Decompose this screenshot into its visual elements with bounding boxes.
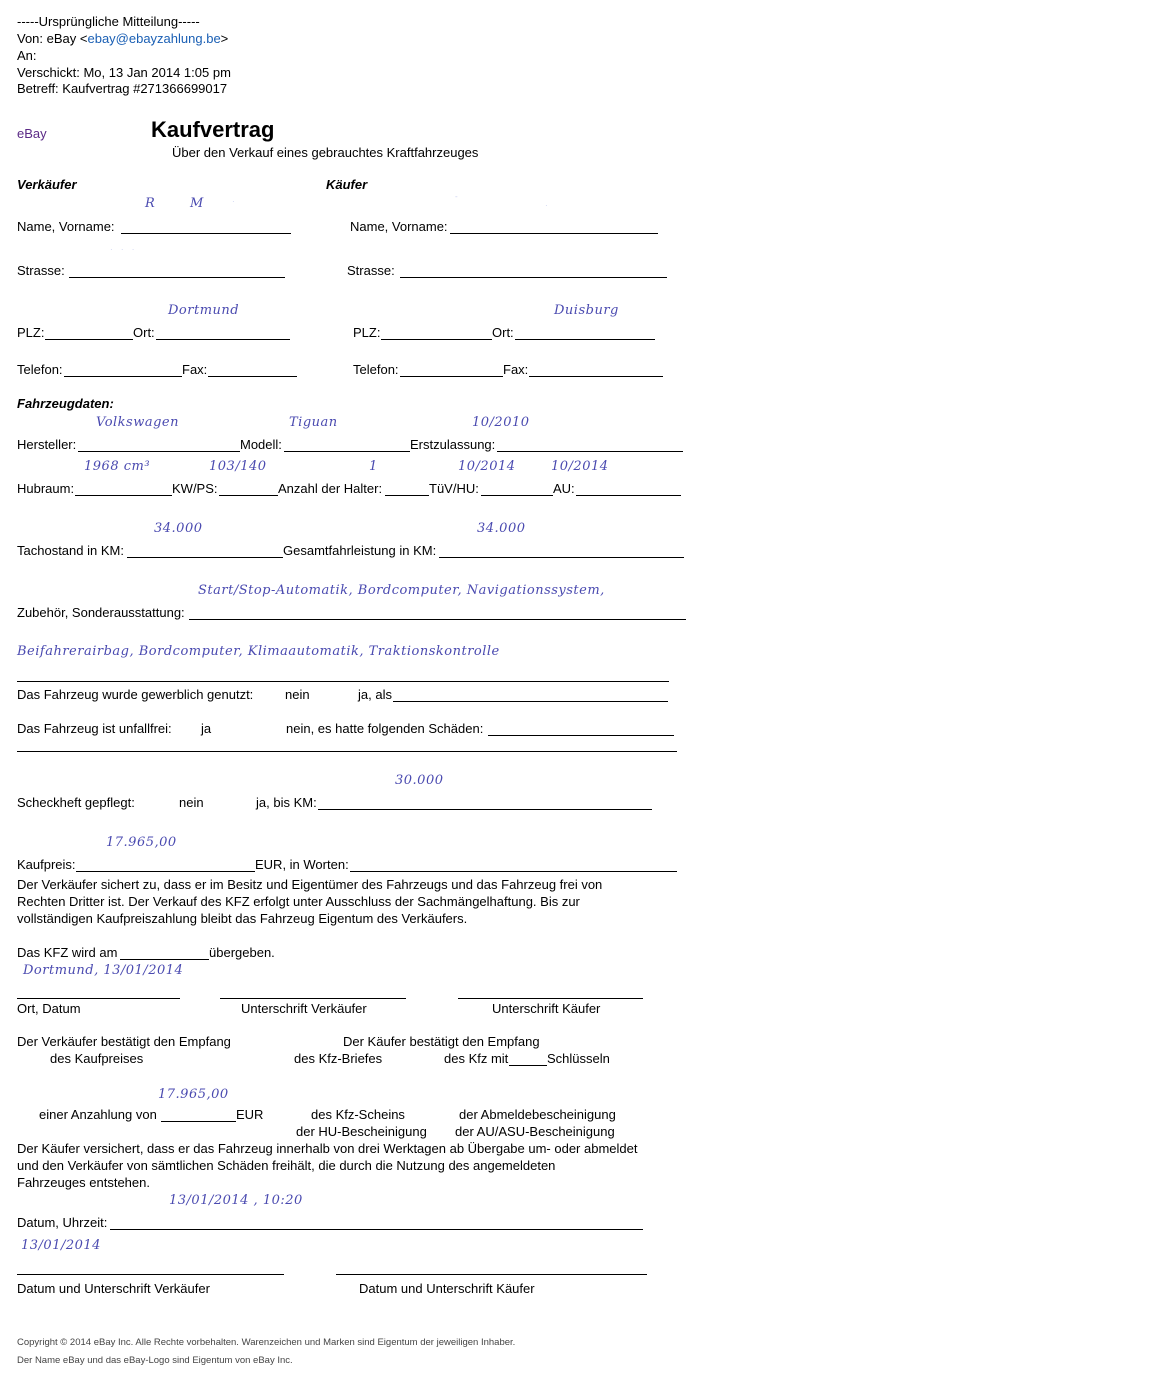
- seller-plz-field[interactable]: [45, 339, 133, 340]
- seller-signature-label: Unterschrift Verkäufer: [241, 1001, 367, 1016]
- handover-suffix: übergeben.: [209, 945, 275, 960]
- deposit-label: einer Anzahlung von: [39, 1107, 157, 1122]
- buyer-phone-label: Telefon:: [353, 362, 399, 377]
- of-kfz-with: des Kfz mit: [444, 1051, 509, 1066]
- from-label: Von: eBay <: [17, 31, 88, 46]
- clause-seller-2: Rechten Dritter ist. Der Verkauf des KFZ erfolgt unter Ausschluss der Sachmängelhaftung. Bis zur: [17, 894, 580, 909]
- price-field[interactable]: [76, 871, 255, 872]
- first-reg-label: Erstzulassung:: [410, 437, 496, 452]
- to-line: An:: [17, 48, 37, 63]
- datetime-field[interactable]: [110, 1229, 643, 1230]
- accessories-field[interactable]: [189, 619, 686, 620]
- damage-field-2[interactable]: [17, 751, 677, 752]
- service-km-field[interactable]: [318, 809, 652, 810]
- au-field[interactable]: [576, 495, 681, 496]
- service-label: Scheckheft gepflegt:: [17, 795, 135, 810]
- seller-initial-2: M: [190, 196, 204, 211]
- buyer-heading: Käufer: [326, 177, 368, 192]
- page-title: Kaufvertrag: [151, 117, 275, 142]
- price-words-label: EUR, in Worten:: [255, 857, 349, 872]
- redacted-mark: -: [455, 192, 461, 201]
- owners-field[interactable]: [385, 495, 429, 496]
- clause-buyer-3: Fahrzeuges entstehen.: [17, 1175, 150, 1190]
- seller-street-field[interactable]: [69, 277, 285, 278]
- total-mileage-field[interactable]: [439, 557, 684, 558]
- redacted-mark: ·: [232, 197, 238, 206]
- handover-date-field[interactable]: [120, 959, 209, 960]
- buyer-fax-label: Fax:: [503, 362, 529, 377]
- trademark-notice: Der Name eBay und das eBay-Logo sind Eigentum von eBay Inc.: [17, 1355, 293, 1366]
- datetime-value: 13/01/2014 , 10:20: [169, 1193, 303, 1208]
- buyer-name-label: Name, Vorname:: [350, 219, 448, 234]
- service-yes[interactable]: ja, bis KM:: [256, 795, 317, 810]
- seller-initial-1: R: [145, 196, 156, 211]
- seller-signature-field[interactable]: [220, 998, 406, 999]
- from-close: >: [220, 31, 229, 46]
- buyer-fax-field[interactable]: [529, 376, 663, 377]
- seller-confirms: Der Verkäufer bestätigt den Empfang: [17, 1034, 231, 1049]
- keys-label: Schlüsseln: [547, 1051, 610, 1066]
- commercial-yes-as[interactable]: ja, als: [358, 687, 392, 702]
- owners-value: 1: [369, 459, 378, 474]
- buyer-city-value: Duisburg: [554, 303, 619, 318]
- buyer-confirms: Der Käufer bestätigt den Empfang: [343, 1034, 540, 1049]
- buyer-signature-label: Unterschrift Käufer: [492, 1001, 601, 1016]
- buyer-street-field[interactable]: [400, 277, 667, 278]
- buyer-street-label: Strasse:: [347, 263, 395, 278]
- from-email-link[interactable]: ebay@ebayzahlung.be: [87, 31, 221, 46]
- seller-phone-field[interactable]: [64, 376, 182, 377]
- place-date-value: Dortmund, 13/01/2014: [23, 963, 184, 978]
- clause-buyer-1: Der Käufer versichert, dass er das Fahrzeug innerhalb von drei Werktagen ab Übergabe um- oder abmeldet: [17, 1141, 638, 1156]
- copyright-notice: Copyright © 2014 eBay Inc. Alle Rechte vorbehalten. Warenzeichen und Marken sind Eigentum der jeweiligen Inhaber.: [17, 1337, 516, 1348]
- accessories-value-2: Beifahrerairbag, Bordcomputer, Klimaautomatik, Traktionskontrolle: [17, 644, 500, 659]
- accessories-field-2[interactable]: [17, 681, 669, 682]
- seller-fax-label: Fax:: [182, 362, 208, 377]
- buyer-date-signature-label: Datum und Unterschrift Käufer: [359, 1281, 535, 1296]
- accident-no[interactable]: nein, es hatte folgenden Schäden:: [286, 721, 484, 736]
- buyer-plz-field[interactable]: [381, 339, 492, 340]
- sig-date-value: 13/01/2014: [21, 1238, 101, 1253]
- manufacturer-label: Hersteller:: [17, 437, 77, 452]
- seller-ort-label: Ort:: [133, 325, 155, 340]
- accessories-label: Zubehör, Sonderausstattung:: [17, 605, 185, 620]
- model-field[interactable]: [284, 451, 410, 452]
- buyer-phone-field[interactable]: [400, 376, 503, 377]
- first-reg-value: 10/2010: [472, 415, 530, 430]
- total-mileage-value: 34.000: [477, 521, 526, 536]
- ebay-brand: eBay: [17, 126, 47, 141]
- seller-city-value: Dortmund: [168, 303, 240, 318]
- of-price: des Kaufpreises: [50, 1051, 144, 1066]
- deposit-value: 17.965,00: [158, 1087, 229, 1102]
- redacted-mark: ·: [545, 201, 551, 210]
- dereg-cert: der Abmeldebescheinigung: [459, 1107, 616, 1122]
- tuv-field[interactable]: [481, 495, 553, 496]
- first-reg-field[interactable]: [497, 451, 683, 452]
- commercial-as-field[interactable]: [393, 701, 668, 702]
- damage-field[interactable]: [488, 735, 674, 736]
- page-subtitle: Über den Verkauf eines gebrauchtes Kraftfahrzeuges: [172, 145, 479, 160]
- clause-seller-3: vollständigen Kaufpreiszahlung bleibt das Fahrzeug Eigentum des Verkäufers.: [17, 911, 468, 926]
- service-km-value: 30.000: [395, 773, 444, 788]
- seller-date-signature-label: Datum und Unterschrift Verkäufer: [17, 1281, 210, 1296]
- commercial-no[interactable]: nein: [285, 687, 310, 702]
- buyer-plz-label: PLZ:: [353, 325, 381, 340]
- kwps-label: KW/PS:: [172, 481, 218, 496]
- buyer-signature-field[interactable]: [458, 998, 643, 999]
- place-date-field[interactable]: [17, 998, 180, 999]
- price-value: 17.965,00: [106, 835, 177, 850]
- odometer-value: 34.000: [154, 521, 203, 536]
- from-line: [17, 31, 228, 47]
- displacement-label: Hubraum:: [17, 481, 75, 496]
- buyer-ort-label: Ort:: [492, 325, 514, 340]
- au-label: AU:: [553, 481, 575, 496]
- seller-phone-label: Telefon:: [17, 362, 63, 377]
- clause-buyer-2: und den Verkäufer von sämtlichen Schäden freihält, die durch die Nutzung des angemeldeten: [17, 1158, 556, 1173]
- deposit-eur: EUR: [236, 1107, 264, 1122]
- tuv-label: TüV/HU:: [429, 481, 479, 496]
- place-date-label: Ort, Datum: [17, 1001, 81, 1016]
- sent-line: Verschickt: Mo, 13 Jan 2014 1:05 pm: [17, 65, 231, 80]
- redacted-mark: · · ·: [110, 245, 138, 254]
- of-kfz-brief: des Kfz-Briefes: [294, 1051, 383, 1066]
- au-value: 10/2014: [551, 459, 609, 474]
- total-mileage-label: Gesamtfahrleistung in KM:: [283, 543, 437, 558]
- of-kfz-schein: des Kfz-Scheins: [311, 1107, 405, 1122]
- price-label: Kaufpreis:: [17, 857, 76, 872]
- seller-heading: Verkäufer: [17, 177, 77, 192]
- buyer-ort-field[interactable]: [515, 339, 655, 340]
- odometer-label: Tachostand in KM:: [17, 543, 124, 558]
- vehicle-heading: Fahrzeugdaten:: [17, 396, 114, 411]
- displacement-value: 1968 cm³: [84, 459, 151, 474]
- handover-label: Das KFZ wird am: [17, 945, 118, 960]
- keys-count-field[interactable]: [509, 1065, 547, 1066]
- owners-label: Anzahl der Halter:: [278, 481, 383, 496]
- hu-cert: der HU-Bescheinigung: [296, 1124, 427, 1139]
- buyer-date-signature-field[interactable]: [336, 1274, 647, 1275]
- seller-ort-field[interactable]: [156, 339, 290, 340]
- commercial-label: Das Fahrzeug wurde gewerblich genutzt:: [17, 687, 254, 702]
- kwps-field[interactable]: [219, 495, 278, 496]
- accessories-value-1: Start/Stop-Automatik, Bordcomputer, Navigationssystem,: [198, 583, 605, 598]
- odometer-field[interactable]: [127, 557, 283, 558]
- service-no[interactable]: nein: [179, 795, 204, 810]
- seller-name-field[interactable]: [121, 233, 291, 234]
- buyer-name-field[interactable]: [450, 233, 658, 234]
- accident-yes[interactable]: ja: [201, 721, 212, 736]
- tuv-value: 10/2014: [458, 459, 516, 474]
- deposit-field[interactable]: [161, 1121, 236, 1122]
- price-words-field[interactable]: [350, 871, 677, 872]
- accident-label: Das Fahrzeug ist unfallfrei:: [17, 721, 172, 736]
- seller-date-signature-field[interactable]: [17, 1274, 284, 1275]
- seller-street-label: Strasse:: [17, 263, 65, 278]
- au-cert: der AU/ASU-Bescheinigung: [455, 1124, 615, 1139]
- datetime-label: Datum, Uhrzeit:: [17, 1215, 108, 1230]
- kwps-value: 103/140: [209, 459, 267, 474]
- manufacturer-value: Volkswagen: [96, 415, 179, 430]
- model-label: Modell:: [240, 437, 282, 452]
- model-value: Tiguan: [289, 415, 338, 430]
- original-message-divider: -----Ursprüngliche Mitteilung-----: [17, 14, 200, 29]
- subject-line: Betreff: Kaufvertrag #271366699017: [17, 81, 228, 96]
- manufacturer-field[interactable]: [78, 451, 240, 452]
- seller-fax-field[interactable]: [208, 376, 297, 377]
- clause-seller-1: Der Verkäufer sichert zu, dass er im Besitz und Eigentümer des Fahrzeugs und das Fahrzeug frei von: [17, 877, 603, 892]
- displacement-field[interactable]: [75, 495, 172, 496]
- seller-plz-label: PLZ:: [17, 325, 45, 340]
- seller-name-label: Name, Vorname:: [17, 219, 115, 234]
